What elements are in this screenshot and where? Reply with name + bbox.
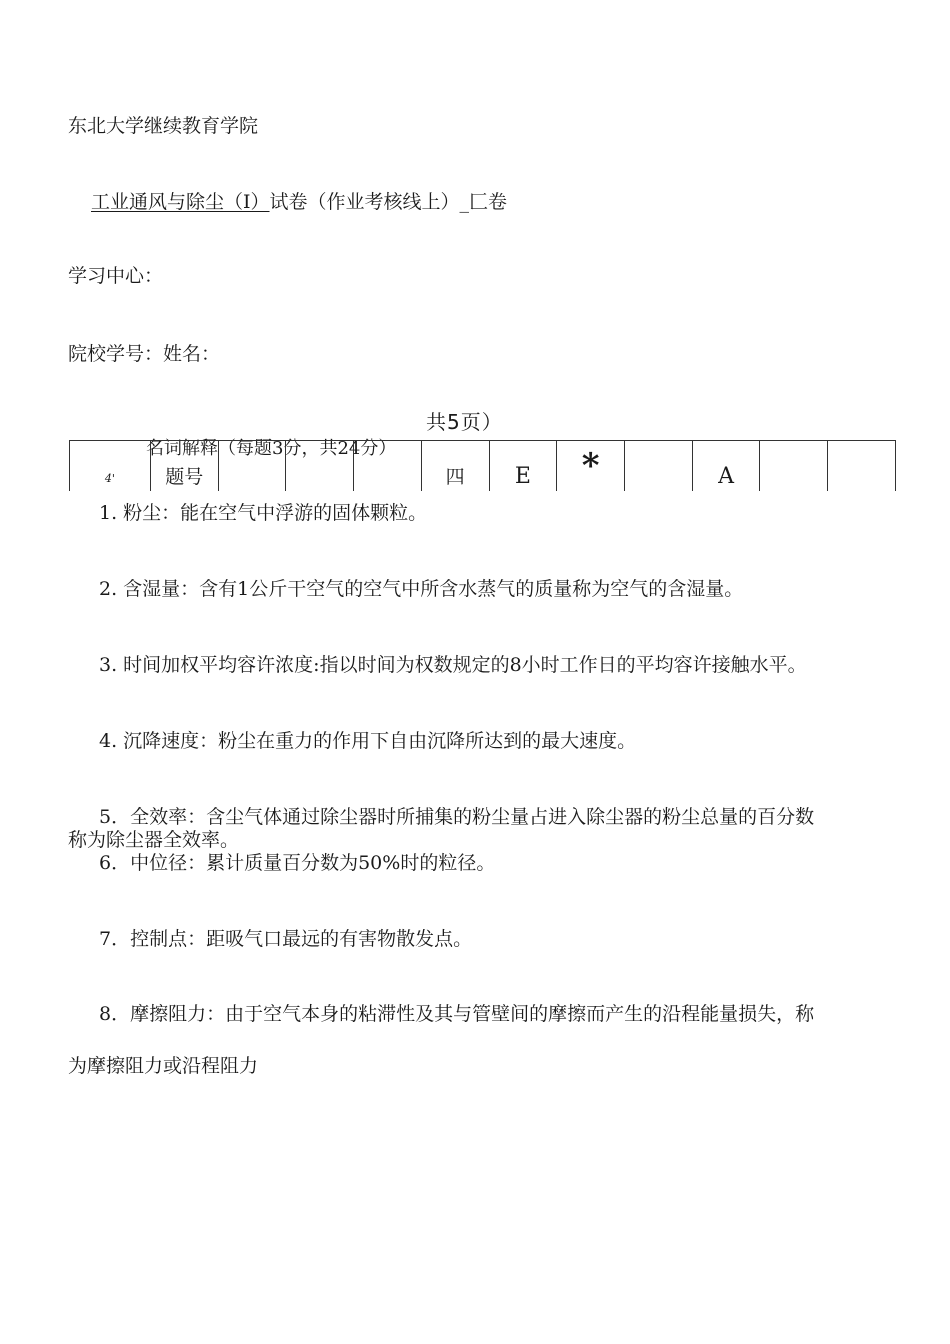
score-cell-6 [421, 441, 489, 492]
question-number-label: 题号 [165, 466, 204, 488]
score-cell-text: 4' [104, 472, 115, 485]
definition-item-continuation: 为摩擦阻力或沿程阻力 [68, 1055, 259, 1077]
institution-name: 东北大学继续教育学院 [68, 115, 259, 137]
score-cell-text: E [514, 464, 531, 489]
exam-title-suffix: 试卷（作业考核线上）_匚卷 [269, 191, 508, 213]
score-table [69, 440, 896, 491]
student-info-label: 院校学号：姓名： [68, 343, 221, 365]
score-cell-11 [760, 441, 828, 492]
definition-item-continuation: 称为除尘器全效率。 [68, 829, 240, 851]
score-cell-text: 四 [445, 466, 465, 488]
score-cell-3 [218, 441, 286, 492]
score-cell-10 [692, 441, 760, 492]
score-cell-text: A [718, 464, 735, 489]
definition-item: 4. 沉降速度：粉尘在重力的作用下自由沉降所达到的最大速度。 [99, 730, 637, 752]
page-count: 共5页） [426, 410, 503, 434]
definition-item: 7．控制点：距吸气口最远的有害物散发点。 [99, 928, 473, 950]
score-cell-1 [70, 441, 151, 492]
study-center-label: 学习中心： [68, 265, 164, 287]
score-cell-8 [557, 441, 625, 492]
score-cell-4 [286, 441, 354, 492]
definition-item: 2. 含湿量：含有1公斤干空气的空气中所含水蒸气的质量称为空气的含湿量。 [99, 578, 744, 600]
score-cell-5 [354, 441, 422, 492]
definition-item: 3. 时间加权平均容许浓度:指以时间为权数规定的8小时工作日的平均容许接触水平。 [99, 654, 807, 676]
score-cell-12 [828, 441, 896, 492]
definition-item: 6．中位径：累计质量百分数为50%时的粒径。 [99, 852, 496, 874]
definition-item: 8．摩擦阻力：由于空气本身的粘滞性及其与管壁间的摩擦而产生的沿程能量损失，称 [99, 1003, 815, 1025]
score-cell-7 [489, 441, 557, 492]
score-cell-9 [625, 441, 693, 492]
definition-item: 1. 粉尘：能在空气中浮游的固体颗粒。 [99, 502, 428, 524]
score-cell-2 [150, 441, 218, 492]
section-heading: 名词解释（每题3分，共24分） [146, 438, 397, 459]
score-cell-text: * [581, 446, 600, 486]
exam-title [91, 191, 507, 213]
exam-title-course: 工业通风与除尘（I） [91, 191, 270, 213]
definition-item: 5．全效率：含尘气体通过除尘器时所捕集的粉尘量占进入除尘器的粉尘总量的百分数 [99, 806, 815, 828]
